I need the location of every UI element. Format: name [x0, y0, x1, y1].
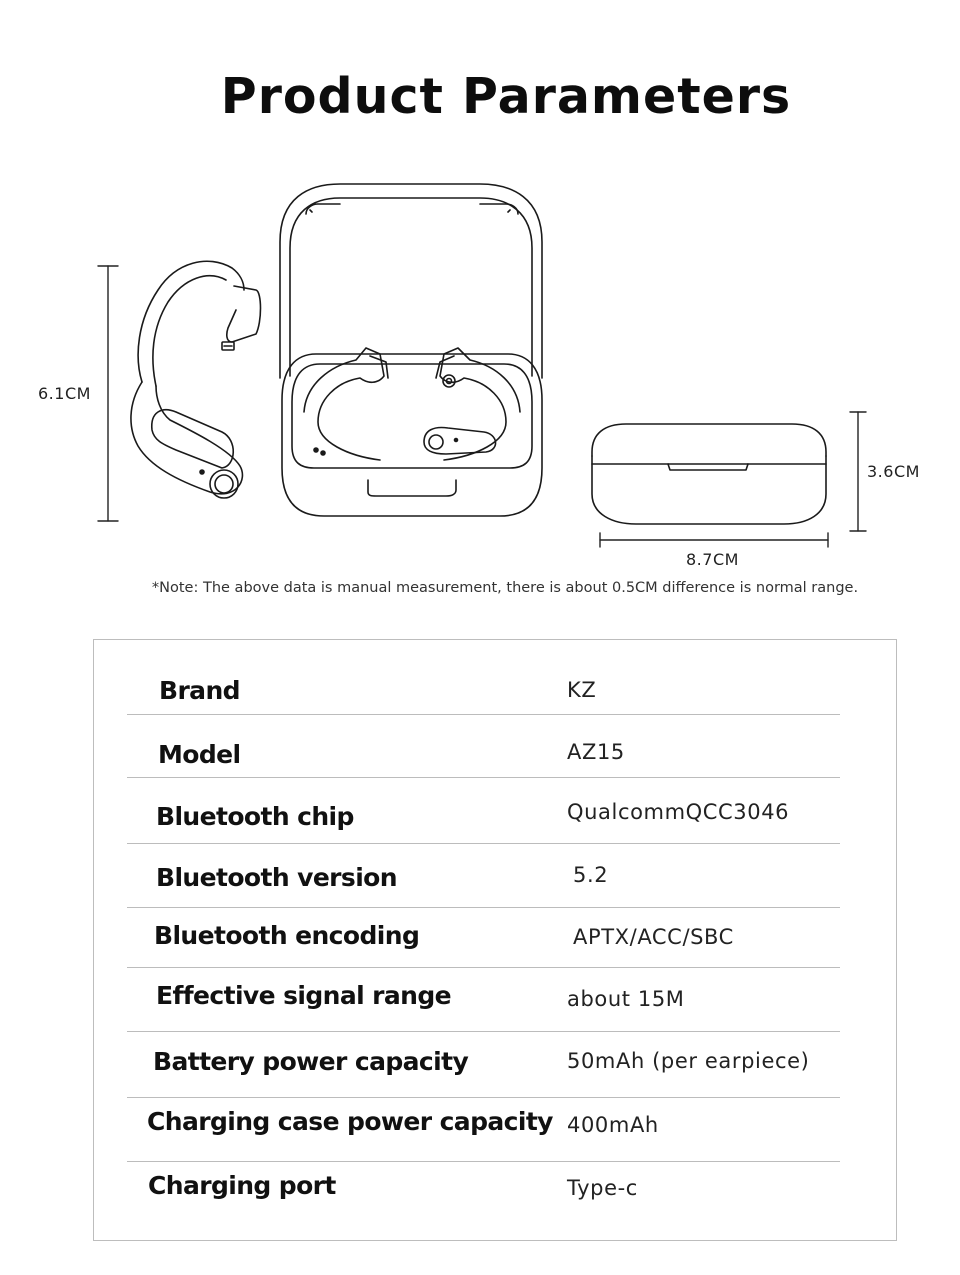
spec-label-bluetooth-version: Bluetooth version	[156, 863, 397, 892]
spec-label-battery-capacity: Battery power capacity	[153, 1047, 469, 1076]
spec-value-brand: KZ	[567, 678, 597, 702]
spec-value-bluetooth-encoding: APTX/ACC/SBC	[573, 925, 734, 949]
spec-row	[127, 967, 840, 1032]
closed-case-drawing	[592, 424, 826, 524]
spec-label-charging-port: Charging port	[148, 1171, 336, 1200]
spec-row	[127, 843, 840, 908]
measurement-note: *Note: The above data is manual measurement, there is about 0.5CM difference is normal range.	[151, 580, 859, 596]
page-title: Product Parameters	[220, 68, 792, 125]
spec-value-charging-port: Type-c	[567, 1176, 638, 1200]
open-case-drawing	[280, 184, 542, 516]
spec-row	[127, 640, 840, 715]
spec-label-bluetooth-chip: Bluetooth chip	[156, 802, 354, 831]
case-height-label: 3.6CM	[867, 462, 920, 481]
spec-row	[127, 1097, 840, 1162]
case-width-label: 8.7CM	[686, 550, 739, 569]
spec-value-case-capacity: 400mAh	[567, 1113, 659, 1137]
spec-table	[93, 639, 897, 1241]
spec-value-bluetooth-chip: QualcommQCC3046	[567, 800, 790, 824]
spec-label-signal-range: Effective signal range	[156, 981, 452, 1010]
spec-row	[127, 907, 840, 968]
spec-value-battery-capacity: 50mAh (per earpiece)	[567, 1049, 810, 1073]
product-illustration	[0, 150, 960, 570]
spec-label-bluetooth-encoding: Bluetooth encoding	[154, 921, 420, 950]
height-label: 6.1CM	[38, 384, 91, 403]
spec-value-bluetooth-version: 5.2	[573, 863, 609, 887]
spec-label-model: Model	[158, 740, 241, 769]
spec-label-brand: Brand	[159, 676, 240, 705]
spec-row	[127, 1031, 840, 1098]
case-height-dimension-line	[850, 412, 866, 531]
spec-label-case-capacity: Charging case power capacity	[147, 1107, 553, 1136]
height-dimension-line	[98, 266, 118, 521]
case-width-dimension-line	[600, 533, 828, 547]
spec-value-model: AZ15	[567, 740, 625, 764]
spec-row	[127, 777, 840, 844]
spec-value-signal-range: about 15M	[567, 987, 685, 1011]
spec-row	[127, 714, 840, 778]
spec-row	[127, 1161, 840, 1231]
earpiece-drawing	[131, 261, 261, 498]
